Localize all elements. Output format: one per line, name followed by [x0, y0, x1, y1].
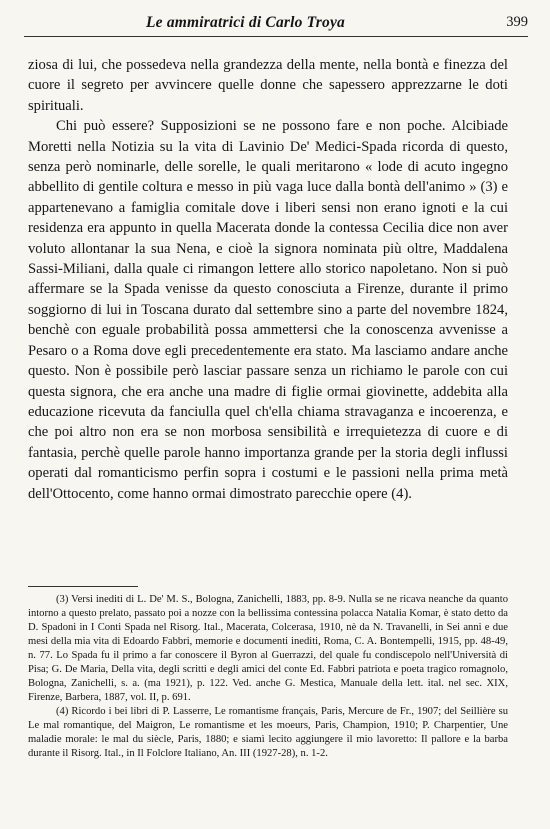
running-header — [24, 12, 528, 34]
footnote-4: (4) Ricordo i bei libri di P. Lasserre, Le romantisme français, Paris, Mercure de Fr., 1907; del Seillière su Le mal romantique, del Maigron, Le romantisme et les moeurs, Paris, Champion, 1910; P. Charpentier, Une maladie morale: le mal du siècle, Paris, 1880; e siamì lecito aggiungere il mio lavoretto: Il pallore e la barba durante il Risorg. Ital., in Il Folclore Italiano, An. III (1927-28), n. 1-2. — [28, 706, 508, 759]
running-title: Le ammiratrici di Carlo Troya — [146, 14, 345, 31]
body-text — [28, 55, 508, 504]
footnotes — [28, 593, 508, 761]
footnote-3: (3) Versi inediti di L. De' M. S., Bologna, Zanichelli, 1883, pp. 8-9. Nulla se ne ricava neanche da quanto intorno a questo prelato, passato poi a nozze con la bellissima contessina polacca Natalia Komar, è stato detto da D. Spadoni in I Conti Spada nel Risorg. Ital., Macerata, Colcerasa, 1910, nè da N. Travanelli, in Sei anni e due mesi della mia vita di Edoardo Fabbri, memorie e documenti inediti, Roma, C. A. Bontempelli, 1915, pp. 48-49, n. 77. Lo Spada fu il primo a far conoscere il Byron al Guerrazzi, del quale fu condiscepolo nell'Università di Pisa; G. De Maria, Della vita, degli scritti e degli amici del conte Ed. Fabbri patriota e poeta tragico romagnolo, Bologna, Zanichelli, s. a. (ma 1921), p. 122. Ved. anche G. Mestica, Manuale della lett. ital. nel sec. XIX, Firenze, Barbera, 1887, vol. II, p. 691. — [28, 594, 508, 703]
header-rule — [24, 36, 528, 37]
footnote-rule — [28, 586, 138, 587]
paragraph-1: ziosa di lui, che possedeva nella grandezza della mente, nella bontà e finezza del cuore il segreto per avvincere quelle donne che sapessero apprezzarne le doti spirituali. — [28, 57, 508, 114]
page-number: 399 — [506, 14, 528, 30]
paragraph-2: Chi può essere? Supposizioni se ne possono fare e non poche. Alcibiade Moretti nella Notizia su la vita di Lavinio De' Medici-Spada ricorda di questo, senza però nominarle, delle sorelle, le quali meritarono « lode di acuto ingegno abbellito di gentile coltura e messo in più vaga luce dalla bontà dell'animo » (3) e appartenevano a famiglia comitale dove i liberi sensi non erano ignoti e la cui residenza era appunto in quella Macerata donde la contessa Cecilia dice non aver voluto allontanar la sua Nena, e cioè la signora nominata più oltre, Maddalena Sassi-Miliani, dalla quale ci rimangon lettere allo storico napoletano. Non si può affermare se la Spada venisse da questo conosciuta a Firenze, durante il primo soggiorno di lui in Toscana durato dal settembre sino a parte del novembre 1824, benchè con eguale probabilità possa ammettersi che la conoscenza avvenisse a Pesaro o a Roma dove egli precedentemente era stato. Ma lasciamo andare anche questo. Non è possibile però lasciar passare senza un richiamo le parole con cui questa signora, che era anche una madre di figlie ormai giovinette, addebita alla educazione ricevuta da fanciulla quel ch'ella chiama stravaganza e incoerenza, e che poi altro non era se non morbosa sensibilità e irrequietezza di cuore e di fantasia, perchè quelle parole hanno importanza grande per la storia degli influssi operati dal romanticismo perfin sopra i costumi e le passioni nella prima metà dell'Ottocento, come hanno ormai dimostrato parecchie opere (4). — [28, 118, 508, 502]
